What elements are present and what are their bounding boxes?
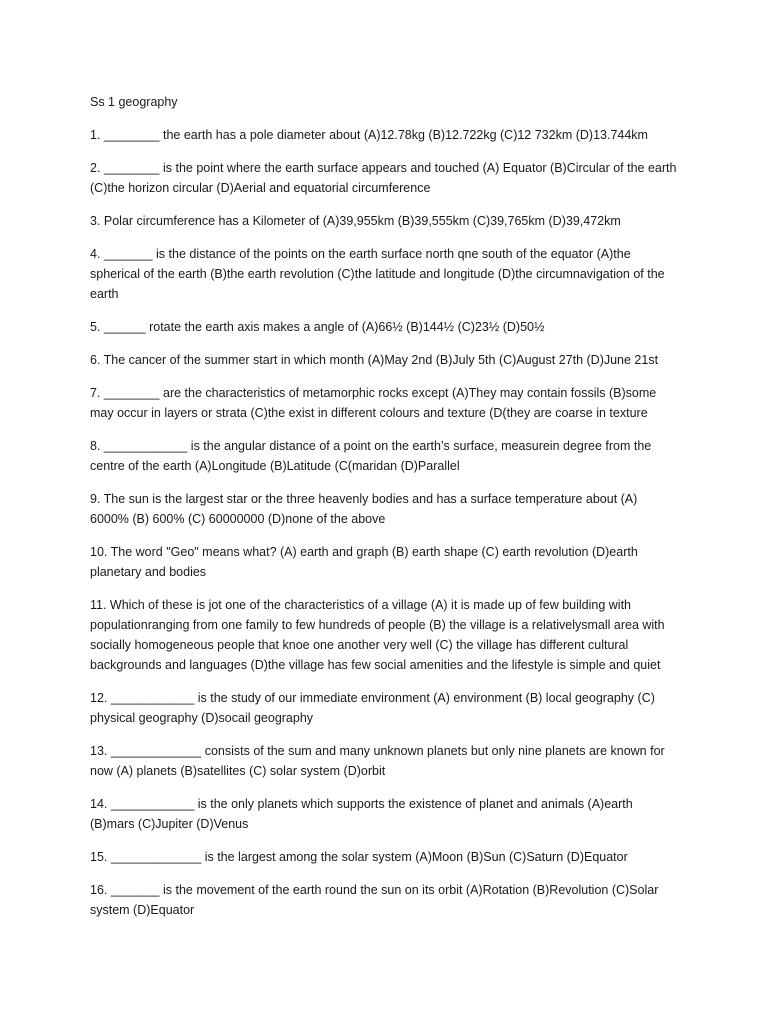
question-6: 6. The cancer of the summer start in which month (A)May 2nd (B)July 5th (C)August 27th (D)June 21st <box>90 353 659 367</box>
question-5: 5. ______ rotate the earth axis makes a angle of (A)66½ (B)144½ (C)23½ (D)50½ <box>90 320 545 334</box>
question-11: 11. Which of these is jot one of the characteristics of a village (A) it is made up of few building with populationranging from one family to few hundreds of people (B) the village is a relativelysmall area with socially homogeneous people that knoe one another very well (C) the village has different cultural backgrounds and languages (D)the village has few social amenities and the lifestyle is simple and quiet <box>90 598 665 672</box>
question-12: 12. ____________ is the study of our immediate environment (A) environment (B) local geography (C) physical geography (D)socail geography <box>90 691 655 725</box>
question-13: 13. _____________ consists of the sum and many unknown planets but only nine planets are known for now (A) planets (B)satellites (C) solar system (D)orbit <box>90 744 665 778</box>
question-16: 16. _______ is the movement of the earth round the sun on its orbit (A)Rotation (B)Revolution (C)Solar system (D)Equator <box>90 883 659 917</box>
question-9: 9. The sun is the largest star or the three heavenly bodies and has a surface temperature about (A) 6000% (B) 600% (C) 60000000 (D)none of the above <box>90 492 638 526</box>
question-10: 10. The word "Geo" means what? (A) earth and graph (B) earth shape (C) earth revolution (D)earth planetary and bodies <box>90 545 638 579</box>
question-15: 15. _____________ is the largest among the solar system (A)Moon (B)Sun (C)Saturn (D)Equator <box>90 850 628 864</box>
document-page <box>90 92 678 933</box>
question-1: 1. ________ the earth has a pole diameter about (A)12.78kg (B)12.722kg (C)12 732km (D)13.744km <box>90 128 648 142</box>
question-2: 2. ________ is the point where the earth surface appears and touched (A) Equator (B)Circular of the earth (C)the horizon circular (D)Aerial and equatorial circumference <box>90 161 677 195</box>
question-14: 14. ____________ is the only planets which supports the existence of planet and animals (A)earth (B)mars (C)Jupiter (D)Venus <box>90 797 633 831</box>
question-8: 8. ____________ is the angular distance of a point on the earth’s surface, measurein degree from the centre of the earth (A)Longitude (B)Latitude (C(maridan (D)Parallel <box>90 439 652 473</box>
question-3: 3. Polar circumference has a Kilometer of (A)39,955km (B)39,555km (C)39,765km (D)39,472km <box>90 214 621 228</box>
question-4: 4. _______ is the distance of the points on the earth surface north qne south of the equator (A)the spherical of the earth (B)the earth revolution (C)the latitude and longitude (D)the circumnavigation of the earth <box>90 247 665 301</box>
question-7: 7. ________ are the characteristics of metamorphic rocks except (A)They may contain fossils (B)some may occur in layers or strata (C)the exist in different colours and texture (D(they are coarse in texture <box>90 386 657 420</box>
document-title: Ss 1 geography <box>90 95 178 109</box>
